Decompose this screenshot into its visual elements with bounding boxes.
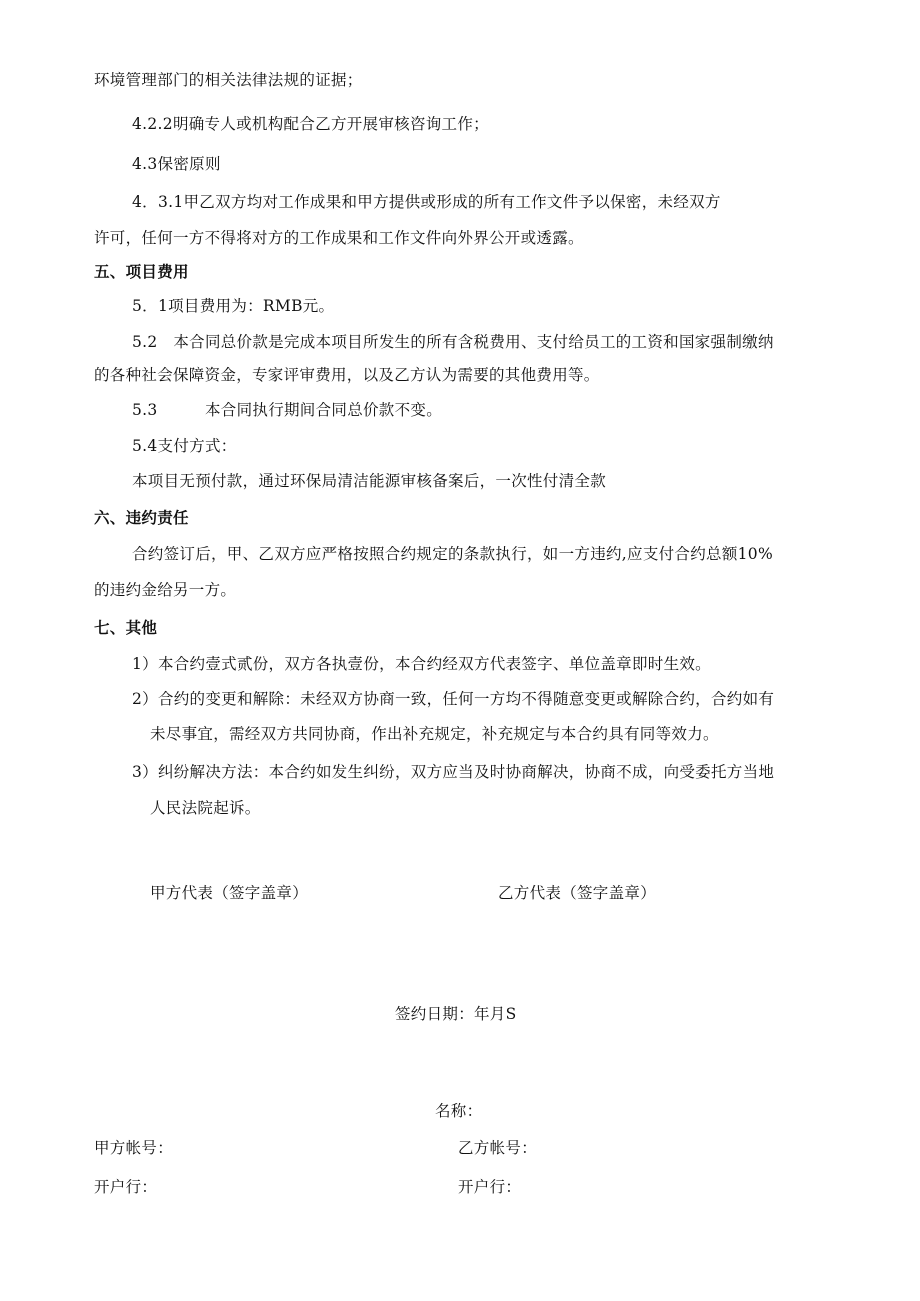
clause-4-3-1-cont: 许可，任何一方不得将对方的工作成果和工作文件向外界公开或透露。 [94, 229, 584, 247]
clause-7-3: 3）纠纷解决方法：本合约如发生纠纷，双方应当及时协商解决，协商不成，向受委托方当地 [132, 763, 775, 781]
party-b-account: 乙方帐号： [458, 1139, 538, 1157]
clause-5-2: 5.2 本合同总价款是完成本项目所发生的所有含税费用、支付给员工的工资和国家强制缴纳 [132, 333, 774, 351]
text-line: 环境管理部门的相关法律法规的证据； [94, 71, 363, 89]
party-a-representative: 甲方代表（签字盖章） [150, 884, 309, 902]
sign-date: 签约日期：年月S [395, 1005, 517, 1023]
party-a-bank: 开户行： [94, 1178, 158, 1196]
clause-4-3-1: 4．3.1甲乙双方均对工作成果和甲方提供或形成的所有工作文件予以保密，未经双方 [132, 193, 721, 211]
party-b-bank: 开户行： [458, 1178, 522, 1196]
clause-4-3: 4.3保密原则 [132, 155, 221, 173]
clause-5-1: 5．1项目费用为：RMB元。 [132, 297, 335, 315]
clause-5-4: 5.4支付方式： [132, 437, 237, 455]
section-heading-5: 五、项目费用 [94, 263, 189, 281]
clause-7-3-cont: 人民法院起诉。 [150, 799, 261, 817]
clause-4-2-2: 4.2.2明确专人或机构配合乙方开展审核咨询工作； [132, 115, 489, 133]
clause-5-4-text: 本项目无预付款，通过环保局清洁能源审核备案后，一次性付清全款 [132, 472, 607, 490]
name-label: 名称： [435, 1102, 483, 1120]
party-b-representative: 乙方代表（签字盖章） [498, 884, 657, 902]
party-a-account: 甲方帐号： [94, 1139, 174, 1157]
clause-7-1: 1）本合约壹式贰份，双方各执壹份，本合约经双方代表签字、单位盖章即时生效。 [132, 655, 711, 673]
section-heading-7: 七、其他 [94, 619, 158, 637]
clause-5-3-text: 本合同执行期间合同总价款不变。 [205, 401, 443, 419]
clause-6-text-cont: 的违约金给另一方。 [94, 581, 237, 599]
section-heading-6: 六、违约责任 [94, 509, 189, 527]
clause-7-2-cont: 未尽事宜，需经双方共同协商，作出补充规定，补充规定与本合约具有同等效力。 [150, 725, 719, 743]
clause-7-2: 2）合约的变更和解除：未经双方协商一致，任何一方均不得随意变更或解除合约，合约如有 [132, 690, 775, 708]
clause-5-2-cont: 的各种社会保障资金，专家评审费用，以及乙方认为需要的其他费用等。 [94, 366, 600, 384]
clause-5-3-number: 5.3 [132, 401, 158, 419]
clause-6-text: 合约签订后，甲、乙双方应严格按照合约规定的条款执行，如一方违约,应支付合约总额10% [132, 545, 773, 563]
